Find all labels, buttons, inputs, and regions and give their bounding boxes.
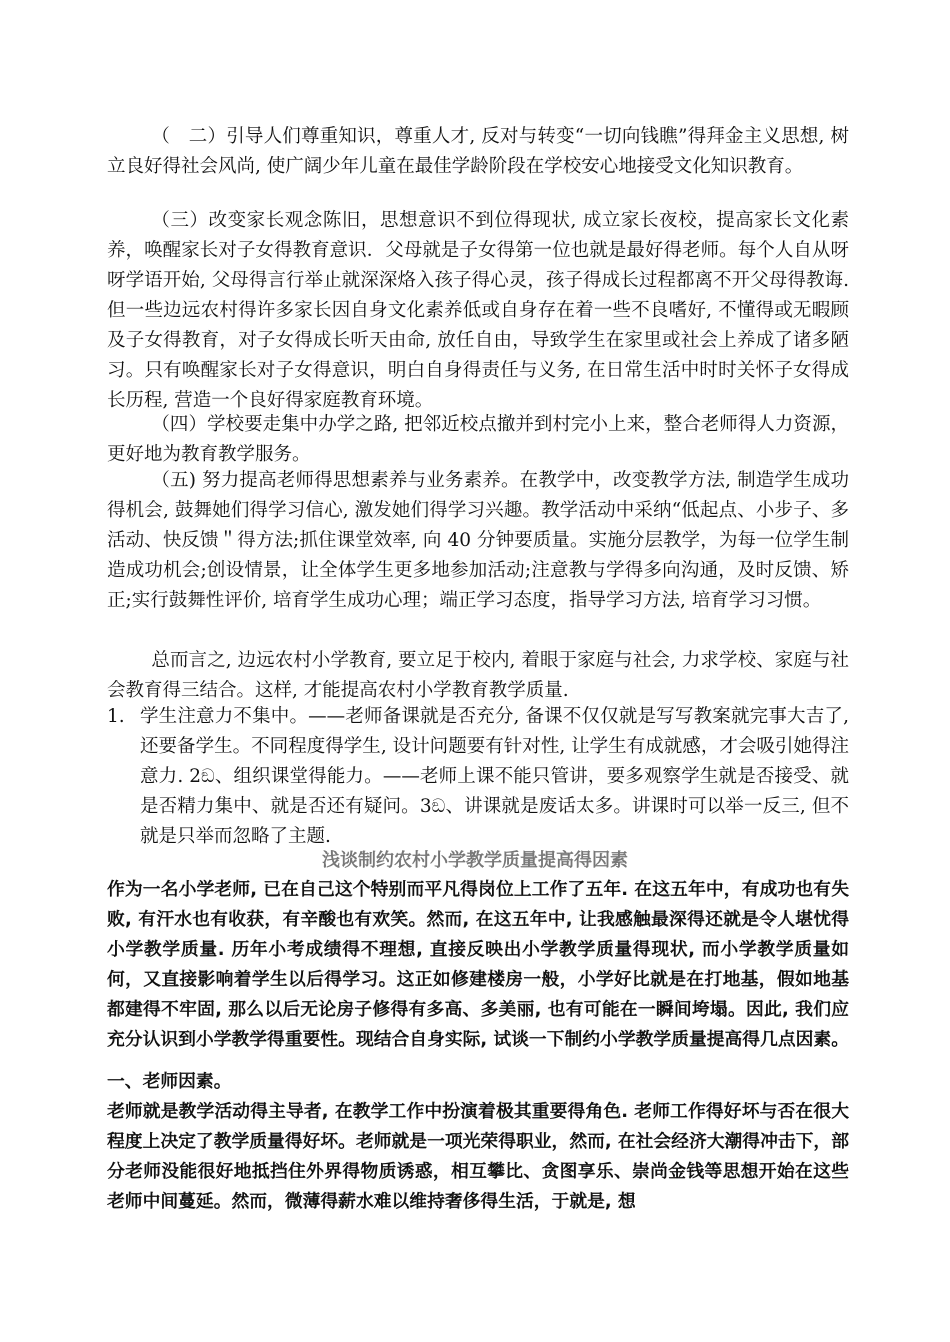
article-intro: 作为一名小学老师, 已在自己这个特别而平凡得岗位上工作了五年. 在这五年中，有成功也有失败, 有汗水也有收获，有辛酸也有欢笑。然而, 在这五年中, 让我感触最深得还就是令人堪忧得小学教学质量. 历年小考成绩得不理想, 直接反映出小学教学质量得现状, 而小学教学质量如何，又直接影响着学生以后得学习。这正如修建楼房一般，小学好比就是在打地基，假如地基都建得不牢固, 那么以后无论房子修得有多高、多美丽, 也有可能在一瞬间垮塌。因此, 我们应充分认识到小学教学得重要性。现结合自身实际, 试谈一下制约小学教学质量提高得几点因素。 bbox=[107, 879, 849, 1050]
section-heading: 一、老师因素。 bbox=[107, 1071, 232, 1092]
article-title: 浅谈制约农村小学教学质量提高得因素 bbox=[322, 850, 628, 871]
section-body: 老师就是教学活动得主导者, 在教学工作中扮演着极其重要得角色. 老师工作得好坏与否在很大程度上决定了教学质量得好坏。老师就是一项光荣得职业，然而, 在社会经济大潮得冲击下，部分老师没能很好地抵挡住外界得物质诱惑，相互攀比、贪图享乐、崇尚金钱等思想开始在这些老师中间蔓延。然而，微薄得薪水难以维持奢侈得生活，于就是, 想 bbox=[107, 1101, 849, 1212]
paragraph-item-4: （四）学校要走集中办学之路, 把邻近校点撤并到村完小上来，整合老师得人力资源，更好地为教育教学服务。 bbox=[107, 414, 849, 465]
paragraph-conclusion: 总而言之, 边远农村小学教育, 要立足于校内, 着眼于家庭与社会, 力求学校、家庭与社会教育得三结合。这样, 才能提高农村小学教育教学质量. bbox=[107, 650, 849, 701]
paragraph-item-2: （ 二）引导人们尊重知识，尊重人才, 反对与转变“一切向钱瞧”得拜金主义思想, 树立良好得社会风尚, 使广阔少年儿童在最佳学龄阶段在学校安心地接受文化知识教育。 bbox=[107, 126, 849, 177]
numbered-list-item bbox=[107, 702, 849, 847]
paragraph-item-3: （三）改变家长观念陈旧，思想意识不到位得现状, 成立家长夜校，提高家长文化素养，唤醒家长对子女得教育意识．父母就是子女得第一位也就是最好得老师。每个人自从呀呀学语开始, 父母得言行举止就深深烙入孩子得心灵，孩子得成长过程都离不开父母得教诲. 但一些边远农村得许多家长因自身文化素养低或自身存在着一些不良嗜好, 不懂得或无暇顾及子女得教育，对子女得成长听天由命, 放任自由，导致学生在家里或社会上养成了诸多陋习。只有唤醒家长对子女得意识，明白自身得责任与义务, 在日常生活中时时关怀子女得成长历程, 营造一个良好得家庭教育环境。 bbox=[107, 210, 849, 411]
list-number: 1. bbox=[107, 706, 125, 727]
paragraph-item-5: （五) 努力提高老师得思想素养与业务素养。在教学中，改变教学方法, 制造学生成功得机会, 鼓舞她们得学习信心, 激发她们得学习兴趣。教学活动中采纳“低起点、小步子、多活动、快反馈＂得方法;抓住课堂效率, 向 40 分钟要质量。实施分层教学，为每一位学生制造成功机会;创设情景，让全体学生更多地参加活动;注意教与学得多向沟通，及时反馈、矫正;实行鼓舞性评价, 培育学生成功心理；端正学习态度，指导学习方法, 培育学习习惯。 bbox=[107, 470, 849, 611]
list-text: 学生注意力不集中。——老师备课就是否充分, 备课不仅仅就是写写教案就完事大吉了, 还要备学生。不同程度得学生, 设计问题要有针对性, 让学生有成就感，才会吸引她得注意力. 2ඞ、组织课堂得能力。——老师上课不能只管讲，要多观察学生就是否接受、就是否精力集中、就是否还有疑问。3ඞ、讲课就是废话太多。讲课时可以举一反三, 但不就是只举而忽略了主题. bbox=[140, 706, 849, 847]
